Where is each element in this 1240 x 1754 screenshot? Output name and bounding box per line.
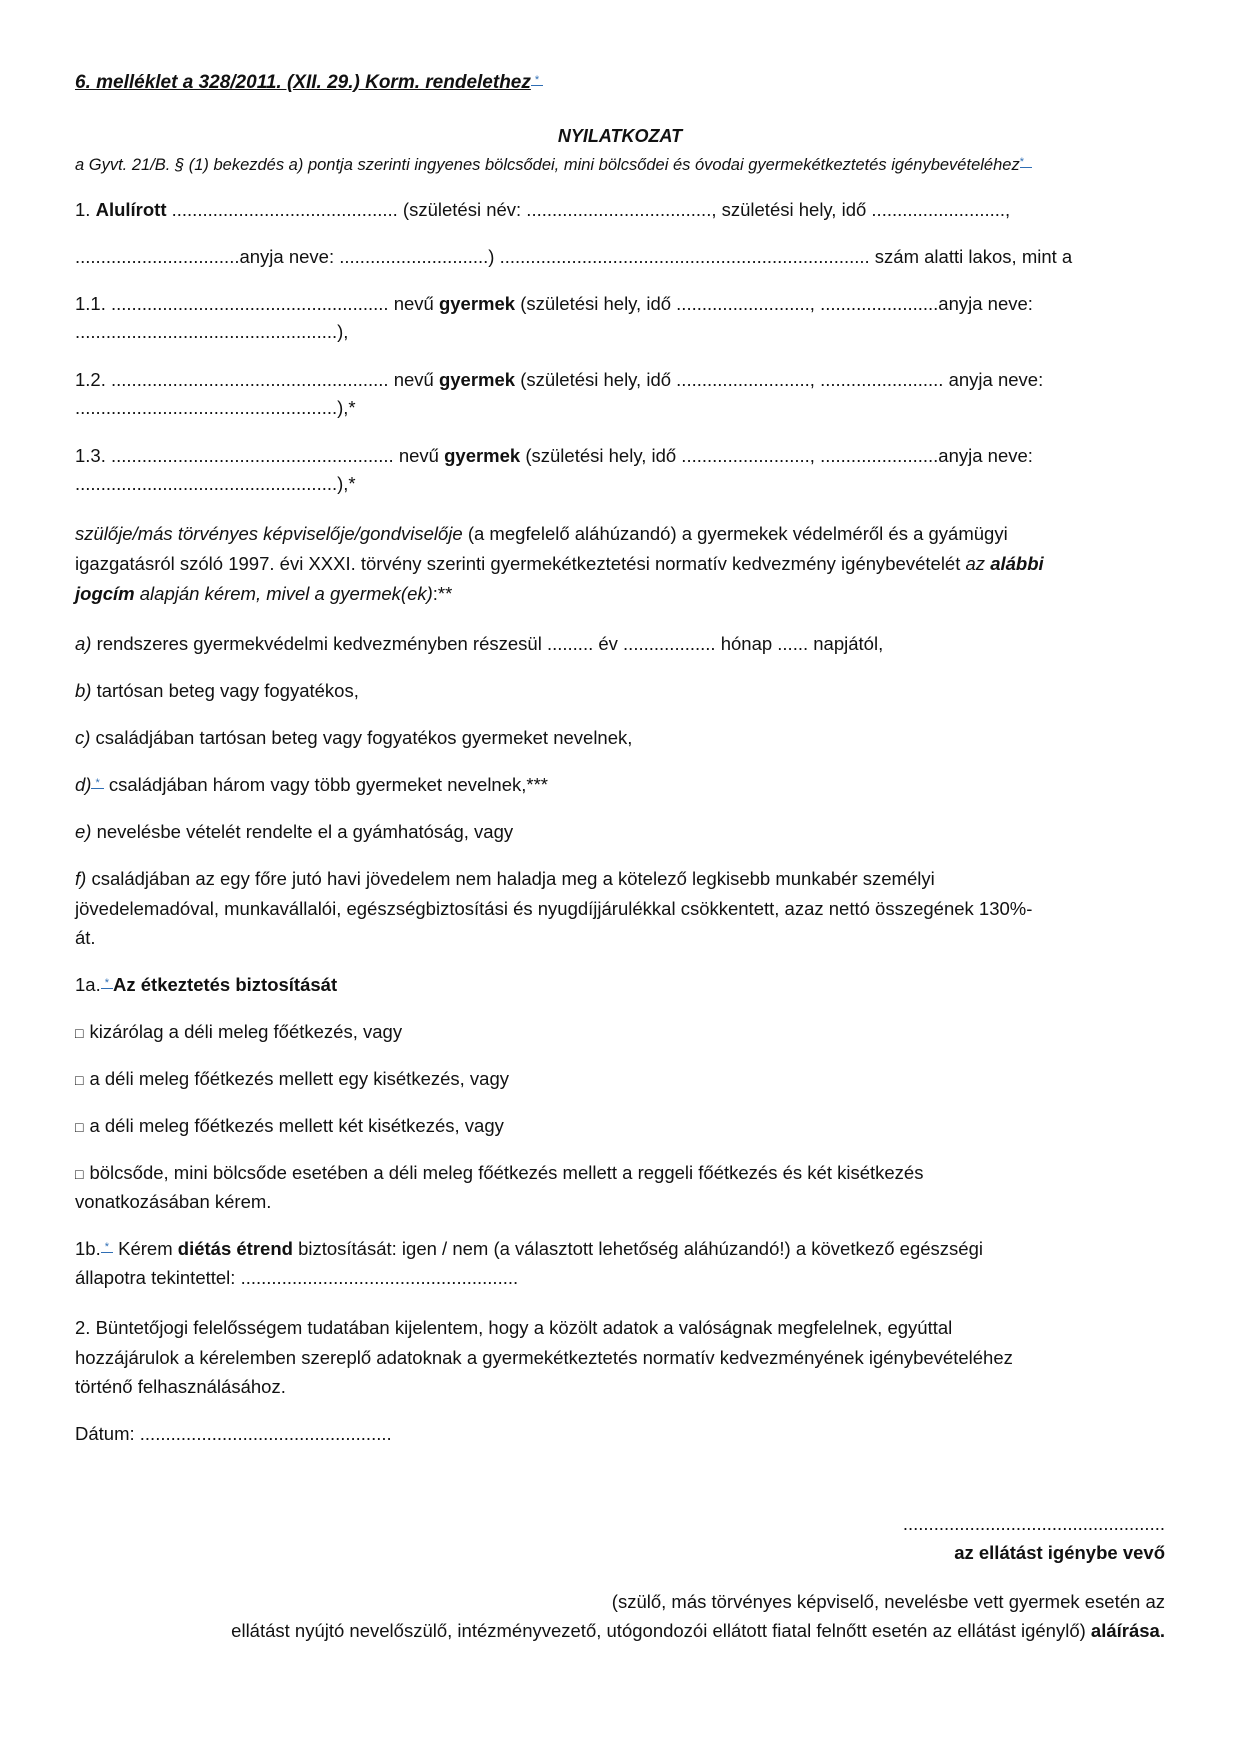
child-name-field: ...................................................... — [111, 369, 389, 390]
reason-b — [75, 679, 359, 703]
section-1b-footnote-link[interactable]: * — [101, 1242, 113, 1253]
reason-c — [75, 726, 632, 750]
section-1b-line-1 — [75, 1237, 983, 1261]
meal-option-2[interactable] — [75, 1067, 509, 1092]
diet-label: diétás étrend — [177, 1238, 293, 1259]
date-label: Dátum: — [75, 1423, 140, 1444]
reason-f-line-3 — [75, 926, 96, 950]
signature-role-line — [954, 1541, 1165, 1565]
signature-line — [903, 1512, 1165, 1536]
signature-note-line-1 — [612, 1590, 1165, 1614]
signature-note-line-2 — [231, 1619, 1165, 1643]
child-name-field: ...................................................... — [111, 293, 389, 314]
reason-text: családjában az egy főre jutó havi jövedelem nem haladja meg a kötelező legkisebb munkabér személyi — [86, 868, 935, 889]
reason-f-line-2 — [75, 897, 1032, 921]
child-label-text: nevű — [388, 369, 439, 390]
legal-para-line-1 — [75, 522, 1008, 546]
child-mother-field: ...................................................), — [75, 321, 349, 342]
legal-text-italic: az — [965, 553, 991, 574]
doc-title: NYILATKOZAT — [557, 126, 683, 146]
declarant-line-1 — [75, 198, 1010, 222]
child-mother-field: ...................................................),* — [75, 397, 356, 418]
child-fields: (születési hely, idő .........................., .......................anyja neve: — [515, 293, 1033, 314]
annex-footnote-link[interactable]: * — [531, 75, 543, 86]
option-label: kizárólag a déli meleg főétkezés, vagy — [89, 1021, 403, 1042]
option-label: a déli meleg főétkezés mellett egy kisétkezés, vagy — [89, 1068, 510, 1089]
child-label-bold: gyermek — [438, 369, 516, 390]
section-number: 1b. — [75, 1238, 101, 1259]
reason-text: jövedelemadóval, munkavállalói, egészségbiztosítási és nyugdíjjárulékkal csökkentett, azaz nettó összegének 130%- — [75, 898, 1033, 919]
section-title: Az étkeztetés biztosítását — [113, 974, 338, 995]
child-label-bold: gyermek — [444, 445, 521, 466]
child-number: 1.2. — [75, 369, 111, 390]
section-2-line-3 — [75, 1375, 286, 1399]
child-number: 1.1. — [75, 293, 111, 314]
legal-text-bold-italic: jogcím — [75, 583, 135, 604]
section-2-line-2 — [75, 1346, 1013, 1370]
meal-option-1[interactable] — [75, 1020, 402, 1045]
checkbox-icon[interactable]: □ — [75, 1025, 84, 1041]
child-2-line-1 — [75, 368, 1043, 392]
declarant-line-2 — [75, 245, 1072, 269]
child-label-text: nevű — [393, 445, 445, 466]
section-2-line-1 — [75, 1316, 952, 1340]
legal-text-bold-italic: alábbi — [990, 553, 1044, 574]
child-1-line-2 — [75, 320, 348, 344]
section-number: 1a. — [75, 974, 101, 995]
signature-role: az ellátást igénybe vevő — [954, 1542, 1165, 1563]
child-name-field: ....................................................... — [111, 445, 394, 466]
reason-text: családjában három vagy több gyermeket nevelnek,*** — [103, 774, 548, 795]
legal-text: (a megfelelő aláhúzandó) a gyermekek védelméről és a gyámügyi — [462, 523, 1008, 544]
subtitle-footnote-link[interactable]: * — [1020, 157, 1032, 168]
reason-letter: d) — [75, 774, 92, 795]
signature-note: (szülő, más törvényes képviselő, nevelésbe vett gyermek esetén az — [611, 1591, 1165, 1612]
child-mother-field: ...................................................),* — [75, 473, 356, 494]
signature-note: ellátást nyújtó nevelőszülő, intézményvezető, utógondozói ellátott fiatal felnőtt esetén az ellátást igénylő) — [231, 1620, 1091, 1641]
health-condition-field: állapotra tekintettel: ...................................................... — [75, 1267, 519, 1288]
signature-label: aláírása. — [1090, 1620, 1165, 1641]
reason-letter: a) — [75, 633, 92, 654]
reason-letter: b) — [75, 680, 92, 701]
reason-letter: f) — [75, 868, 87, 889]
option-label: vonatkozásában kérem. — [75, 1191, 272, 1212]
doc-subtitle-line — [75, 152, 1032, 177]
checkbox-icon[interactable]: □ — [75, 1072, 84, 1088]
legal-para-line-3 — [75, 582, 452, 606]
diet-text: Kérem — [113, 1238, 178, 1259]
guardian-options: szülője/más törvényes képviselője/gondviselője — [75, 523, 463, 544]
reason-letter: c) — [75, 727, 91, 748]
signature-field: ................................................... — [902, 1513, 1165, 1534]
meal-option-3[interactable] — [75, 1114, 504, 1139]
declarant-address-fields: ................................anyja neve: .............................) ........................................................................ szám alatti lakos, mint a — [75, 246, 1073, 267]
annex-title-line — [75, 70, 543, 95]
consent-text: hozzájárulok a kérelemben szereplő adatoknak a gyermekétkeztetés normatív kedvezményének igénybevételéhez — [75, 1347, 1013, 1368]
legal-para-line-2 — [75, 552, 1044, 576]
meal-option-4[interactable] — [75, 1161, 923, 1186]
reason-text: tartósan beteg vagy fogyatékos, — [91, 680, 359, 701]
declarant-label: Alulírott — [95, 199, 167, 220]
reason-letter: e) — [75, 821, 92, 842]
section-1a-footnote-link[interactable]: * — [101, 978, 113, 989]
child-label-text: nevű — [388, 293, 439, 314]
reason-a — [75, 632, 883, 656]
child-fields: (születési hely, idő ........................., .......................anyja neve: — [520, 445, 1033, 466]
legal-text: igazgatásról szóló 1997. évi XXXI. törvény szerinti gyermekétkeztetési normatív kedvezmény igénybevételét — [75, 553, 966, 574]
option-label: a déli meleg főétkezés mellett két kisétkezés, vagy — [89, 1115, 504, 1136]
reason-text: családjában tartósan beteg vagy fogyatékos gyermeket nevelnek, — [90, 727, 633, 748]
checkbox-icon[interactable]: □ — [75, 1119, 84, 1135]
reason-text: nevelésbe vételét rendelte el a gyámhatóság, vagy — [91, 821, 514, 842]
consent-text: 2. Büntetőjogi felelősségem tudatában kijelentem, hogy a közölt adatok a valóságnak megfelelnek, egyúttal — [75, 1317, 953, 1338]
declarant-fields: ............................................ (születési név: ...................................., születési hely, idő .........................., — [166, 199, 1011, 220]
legal-text-italic: alapján kérem, mivel a gyermek(ek) — [134, 583, 433, 604]
reason-text: rendszeres gyermekvédelmi kedvezményben részesül ......... év .................. hónap ...... napjától, — [91, 633, 884, 654]
date-line — [75, 1422, 392, 1446]
section-1a-heading — [75, 973, 337, 997]
child-fields: (születési hely, idő .........................., ........................ anyja neve: — [515, 369, 1044, 390]
child-2-line-2 — [75, 396, 356, 420]
annex-title: 6. melléklet a 328/2011. (XII. 29.) Korm. rendelethez — [75, 72, 531, 93]
option-label: bölcsőde, mini bölcsőde esetében a déli meleg főétkezés mellett a reggeli főétkezés és két kisétkezés — [89, 1162, 924, 1183]
checkbox-icon[interactable]: □ — [75, 1166, 84, 1182]
section-1b-line-2 — [75, 1266, 518, 1290]
child-label-bold: gyermek — [438, 293, 516, 314]
child-3-line-1 — [75, 444, 1033, 468]
reason-d — [75, 773, 548, 797]
doc-title-line — [75, 124, 1165, 148]
reason-e — [75, 820, 513, 844]
meal-option-4-line-2 — [75, 1190, 271, 1214]
child-number: 1.3. — [75, 445, 111, 466]
consent-text: történő felhasználásához. — [75, 1376, 286, 1397]
diet-text: biztosítását: igen / nem (a választott lehetőség aláhúzandó!) a következő egészségi — [292, 1238, 983, 1259]
reason-text: át. — [75, 927, 96, 948]
date-field: ................................................. — [139, 1423, 392, 1444]
doc-subtitle: a Gyvt. 21/B. § (1) bekezdés a) pontja szerinti ingyenes bölcsődei, mini bölcsődei és óvodai gyermekétkeztetés igénybevételéhez — [75, 156, 1020, 174]
item-number: 1. — [75, 199, 96, 220]
child-3-line-2 — [75, 472, 356, 496]
reason-f-line-1 — [75, 867, 935, 891]
child-1-line-1 — [75, 292, 1033, 316]
reason-d-footnote-link[interactable]: * — [91, 778, 103, 789]
legal-text: :** — [432, 583, 453, 604]
